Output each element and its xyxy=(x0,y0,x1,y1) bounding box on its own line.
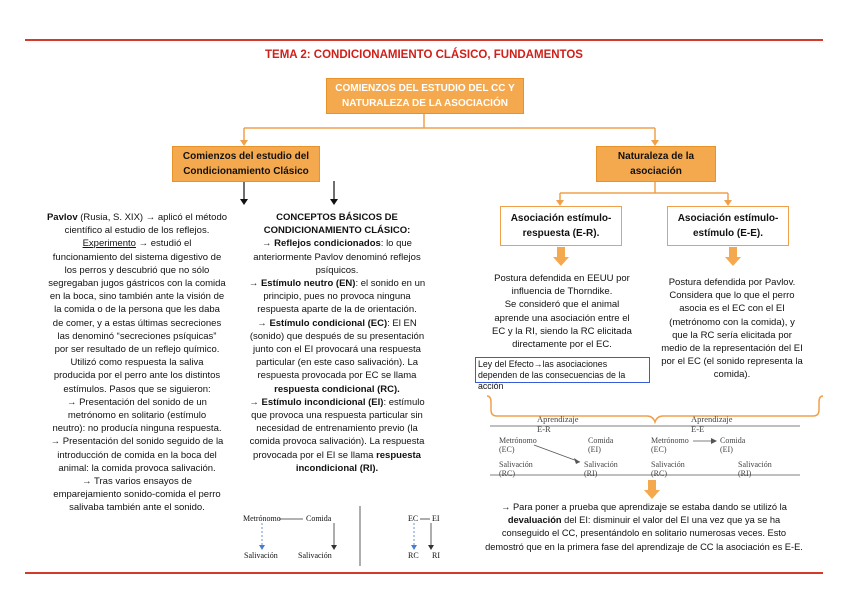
mini-salivacion2: Salivación xyxy=(298,551,332,560)
er-text xyxy=(484,272,640,351)
pavlov-l2: científico al estudio de los reflejos. xyxy=(64,225,210,237)
arrow-icon: → xyxy=(262,238,275,250)
conceptos-h2: CONDICIONAMIENTO CLÁSICO: xyxy=(263,225,411,237)
er-comida: Comida (EI) xyxy=(588,436,614,454)
devaluacion-l3: conseguido el CC, presentándolo en solitario numerosas veces. Esto xyxy=(501,528,787,539)
er-box-line1: Asociación estímulo- xyxy=(510,213,612,224)
conceptos-c4-bold: Estímulo neutro (EN) xyxy=(260,278,356,290)
ee-l3: asocia es el EC con el EI xyxy=(679,303,785,315)
conceptos-text xyxy=(246,211,428,475)
conceptos-c10: particular (en este caso salivación). La xyxy=(255,357,419,369)
ee-l4: (metrónomo con la comida), y xyxy=(669,316,795,328)
ee-l6: medio de la representación del EI xyxy=(661,343,803,355)
aprendizaje-er-header: Aprendizaje E-R xyxy=(537,414,579,434)
pavlov-l22: emparejamiento sonido-comida el perro xyxy=(53,489,221,501)
devaluacion-l1: → Para poner a prueba que aprendizaje se estaba dando se utilizó la xyxy=(501,502,787,512)
pavlov-l19: introducción de comida en la boca del xyxy=(57,449,217,461)
pavlov-l6: segregaban jugos gástricos con la comida xyxy=(48,278,226,290)
ee-l7: por el EC (el sonido representa la xyxy=(661,356,803,368)
pavlov-l16: metrónomo en solitario (estímulo xyxy=(67,410,207,422)
conceptos-c13: : estímulo xyxy=(383,396,425,408)
conceptos-c12: respuesta condicional (RC). xyxy=(274,383,400,395)
ee-comida: Comida (EI) xyxy=(720,436,746,454)
conceptos-c2: anteriormente Pavlov denominó reflejos xyxy=(253,251,421,263)
mini-salivacion1: Salivación xyxy=(244,551,278,560)
conceptos-c17: provocada por el EI se llama xyxy=(253,449,377,461)
conceptos-c7-bold: Estímulo condicional (EC) xyxy=(269,317,388,329)
arrow-icon: → xyxy=(248,278,261,290)
pavlov-l20: animal: la comida provoca salivación. xyxy=(58,462,216,474)
devaluacion-l2-bold: devaluación xyxy=(507,515,562,526)
ee-metronomo: Metrónomo (EC) xyxy=(651,436,689,454)
pavlov-l21: → Tras varios ensayos de xyxy=(82,476,192,488)
devaluacion-l2: del EI: disminuir el valor del EI una vez que ya se ha xyxy=(561,515,781,526)
aprendizaje-ee-header: Aprendizaje E-E xyxy=(691,414,733,434)
devaluacion-text xyxy=(474,501,814,554)
conceptos-c5: principio, pues no provoca ninguna xyxy=(263,291,411,303)
top-box xyxy=(326,78,524,114)
arrow-icon: → xyxy=(257,317,270,329)
er-l5: EC y la RI, siendo la RC elicitada xyxy=(492,325,632,337)
conceptos-h1: CONCEPTOS BÁSICOS DE xyxy=(276,212,398,223)
conceptos-c15: necesidad de entrenamiento previo (la xyxy=(256,423,418,435)
ee-l2: Considera que lo que el perro xyxy=(669,290,795,302)
ee-l5: que la RC sería elicitada por xyxy=(672,329,792,341)
pavlov-l1: (Rusia, S. XIX) → aplicó el método xyxy=(77,212,228,223)
left-box-line2: Condicionamiento Clásico xyxy=(183,166,309,177)
pavlov-l3: → estudió el xyxy=(135,238,192,250)
left-box xyxy=(172,146,320,182)
mini-ei: EI xyxy=(432,514,440,523)
er-box-line2: respuesta (E-R). xyxy=(522,228,600,239)
er-l3: Se consideró que el animal xyxy=(504,299,620,311)
ee-l8: comida). xyxy=(713,369,751,381)
down-arrow-icon xyxy=(725,247,741,266)
ee-text xyxy=(656,276,808,382)
pavlov-l3-underline: Experimento xyxy=(82,238,136,250)
ee-l1: Postura defendida por Pavlov. xyxy=(668,277,796,288)
conceptos-c7: : El EN xyxy=(387,317,417,329)
pavlov-l1-bold: Pavlov xyxy=(46,212,78,223)
arrow-icon: → xyxy=(249,396,262,408)
mini-metronomo: Metrónomo xyxy=(243,514,281,523)
pavlov-l23: salivaba también ante el sonido. xyxy=(69,502,205,514)
ley-efecto-box: Ley del Efecto→las asociaciones dependen de las consecuencias de la acción xyxy=(475,357,650,383)
pavlov-l12: Utilizó como respuesta la saliva xyxy=(70,357,204,369)
conceptos-c13-bold: Estímulo incondicional (EI) xyxy=(261,396,384,408)
conceptos-c17-bold: respuesta xyxy=(376,449,421,461)
mini-rc: RC xyxy=(408,551,419,560)
ee-salivacion-ri: Salivación (RI) xyxy=(738,460,772,478)
pavlov-l15: → Presentación del sonido de un xyxy=(67,396,207,408)
conceptos-c1: : lo que xyxy=(380,238,412,250)
pavlov-l4: funcionamiento del sistema digestivo de xyxy=(52,251,222,263)
devaluacion-l4: demostró que en la primera fase del aprendizaje de CC la asociación es E-E. xyxy=(485,541,803,552)
pavlov-l10: las denominó “secreciones psíquicas” xyxy=(57,330,217,342)
right-box-line1: Naturaleza de la xyxy=(617,151,695,162)
pavlov-l9: de comer, y a estas últimas secreciones xyxy=(52,317,222,329)
ee-box-line2: estímulo (E-E). xyxy=(692,228,763,239)
pavlov-l5: los perros y descubrió que no sólo xyxy=(64,264,210,276)
mini-ri: RI xyxy=(432,551,440,560)
top-box-line1: COMIENZOS DEL ESTUDIO DEL CC Y xyxy=(335,83,515,94)
conceptos-c14: que provoca una respuesta particular sin xyxy=(251,410,423,422)
down-arrow-icon xyxy=(553,247,569,266)
mini-comida: Comida xyxy=(306,514,332,523)
ee-salivacion-rc: Salivación (RC) xyxy=(651,460,685,478)
conceptos-c16: comida provoca salivación). La respuesta xyxy=(249,436,425,448)
pavlov-l8: la comida o de la persona que les daba xyxy=(54,304,220,316)
pavlov-l13: producida por el perro ante los distintos xyxy=(53,370,221,382)
conceptos-c1-bold: Reflejos condicionados xyxy=(274,238,381,250)
conceptos-c4: : el sonido en un xyxy=(355,278,426,290)
ee-box-line1: Asociación estímulo- xyxy=(677,213,779,224)
er-l6: directamente por el EC. xyxy=(512,339,612,351)
top-box-line2: NATURALEZA DE LA ASOCIACIÓN xyxy=(342,98,508,109)
er-l4: aprende una asociación entre el xyxy=(494,312,630,324)
conceptos-c9: junto con el EI provocará una respuesta xyxy=(253,344,421,356)
mini-ec: EC xyxy=(408,514,419,523)
right-box-line2: asociación xyxy=(630,166,682,177)
er-box xyxy=(500,206,622,246)
conceptos-c6: respuesta aparte de la de orientación. xyxy=(257,304,417,316)
pavlov-l14: estímulos. Pasos que se siguieron: xyxy=(63,383,211,395)
er-salivacion-rc: Salivación (RC) xyxy=(499,460,533,478)
down-arrow-icon xyxy=(644,480,660,499)
pavlov-l11: por ser resultado de un reflejo químico. xyxy=(54,344,220,356)
er-l2: influencia de Thorndike. xyxy=(511,286,613,298)
right-box xyxy=(596,146,716,182)
pavlov-l7: en la boca, sino también ante la visión de xyxy=(49,291,225,303)
page-title: TEMA 2: CONDICIONAMIENTO CLÁSICO, FUNDAMENTOS xyxy=(265,49,583,61)
pavlov-text xyxy=(40,211,234,515)
conceptos-c3: psíquicos. xyxy=(315,264,359,276)
conceptos-c11: respuesta provocada por EC se llama xyxy=(257,370,417,382)
ee-box xyxy=(667,206,789,246)
conceptos-c8: (sonido) que después de su presentación xyxy=(249,330,425,342)
left-box-line1: Comienzos del estudio del xyxy=(182,151,310,162)
er-salivacion-ri: Salivación (RI) xyxy=(584,460,618,478)
er-metronomo: Metrónomo (EC) xyxy=(499,436,537,454)
pavlov-l17: neutro): no producía ninguna respuesta. xyxy=(52,423,222,435)
er-l1: Postura defendida en EEUU por xyxy=(494,273,630,284)
conceptos-c18: incondicional (RI). xyxy=(295,462,379,474)
pavlov-l18: → Presentación del sonido seguido de la xyxy=(50,436,224,448)
